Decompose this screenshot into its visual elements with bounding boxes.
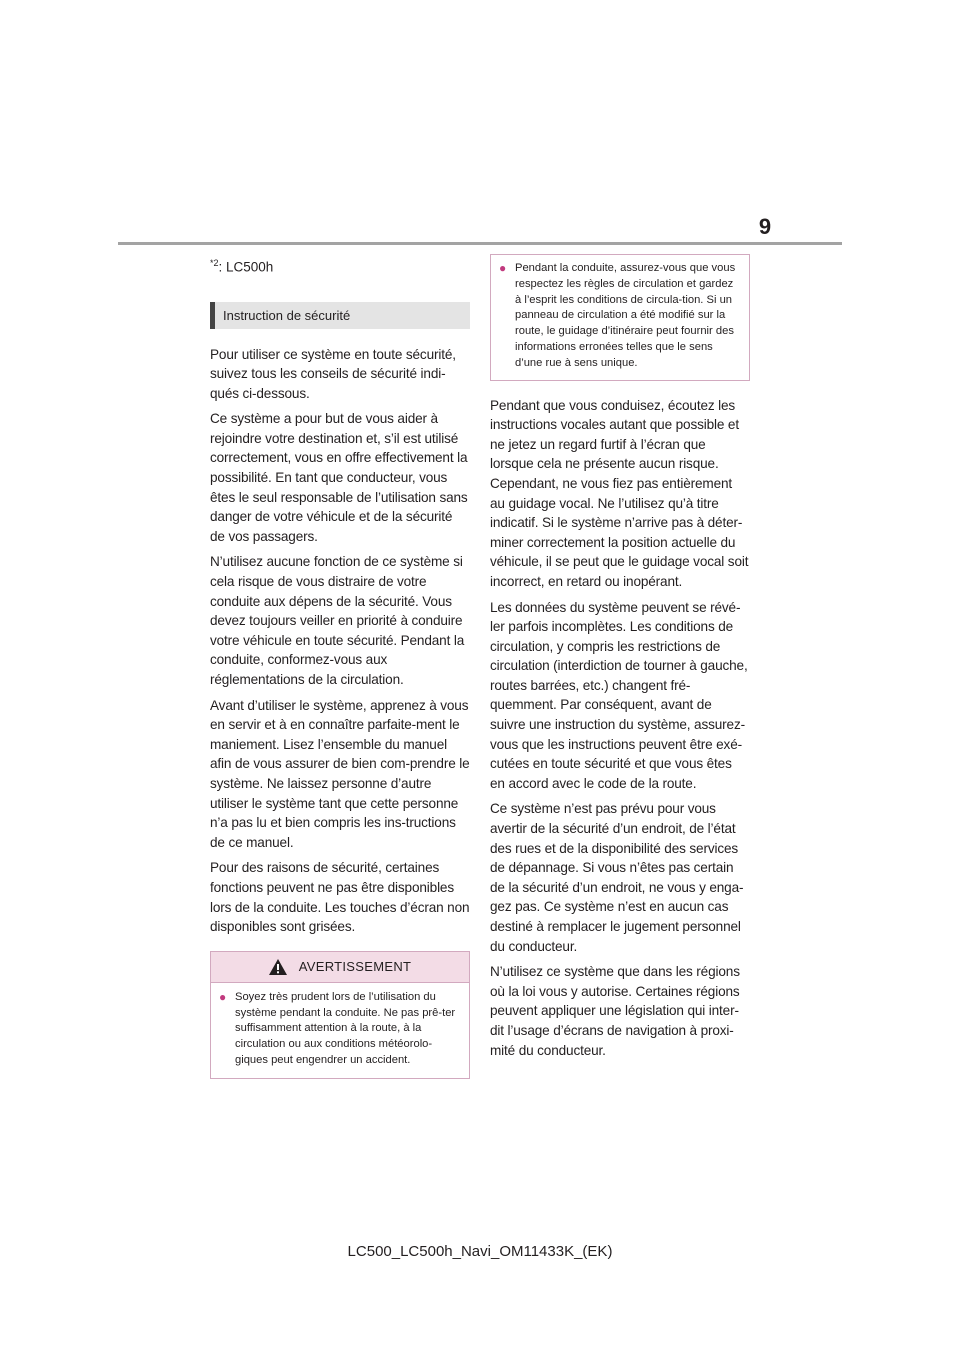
paragraph: Ce système a pour but de vous aider à rejoindre votre destination et, s’il est utilisé correctement, vous en offre effectivement la possibilité. En tant que conducteur, vous êtes le seul responsable de l’utilisation sans danger de votre véhicule et de la sécurité de vos passagers. (210, 411, 468, 544)
warning-title: AVERTISSEMENT (298, 959, 412, 975)
paragraph: N’utilisez aucune fonction de ce système si cela risque de vous distraire de votre conduite aux dépens de la sécurité. Vous devez toujours veiller en priorité à conduire votre véhicule en toute sécurité. Pendant la conduite, conformez-vous aux réglementations de la circulation. (210, 554, 465, 687)
paragraph: N’utilisez ce système que dans les régions où la loi vous y autorise. Certaines régions peuvent appliquer une législation qui inter-dit l’usage d’écrans de navigation à proxi-mité du conducteur. (490, 964, 740, 1058)
paragraph: Avant d’utiliser le système, apprenez à vous en servir et à en connaître parfaite-ment le maniement. Lisez l’ensemble du manuel afin de vous assurer de bien com-prendre le système. Ne laissez personne d’autre utiliser le système tant que cette personne n’a pas lu et bien compris les ins-tructions de ce manuel. (210, 697, 470, 850)
bullet-icon: ● (219, 989, 227, 1004)
warning-item (211, 983, 469, 1078)
paragraph: Pendant que vous conduisez, écoutez les instructions vocales autant que possible et ne jetez un regard furtif à l’écran que lorsque cela ne présente aucun risque. Cependant, ne vous fiez pas entièrement au guidage vocal. Ne l’utilisez qu’à titre indicatif. Si le système n’arrive pas à déter-miner correctement la position actuelle du véhicule, il se peut que le guidage vocal soit incorrect, en retard ou inopérant. (490, 397, 749, 589)
paragraph: Pour des raisons de sécurité, certaines fonctions peuvent ne pas être disponibles lors de la conduite. Les touches d’écran non disponibles sont grisées. (210, 860, 470, 935)
page-number: 9 (758, 214, 772, 239)
footnote-mark: *2 (210, 258, 219, 268)
paragraph: Pour utiliser ce système en toute sécurité, suivez tous les conseils de sécurité indi-qués ci-dessous. (210, 346, 456, 401)
header-rule (118, 242, 842, 245)
bullet-icon: ● (499, 261, 507, 275)
footnote (210, 254, 470, 277)
section-header: Instruction de sécurité (210, 302, 470, 329)
warning-text: Soyez très prudent lors de l’utilisation du système pendant la conduite. Ne pas prê-ter suffisamment attention à la route, à la circulation ou aux conditions météorolo-giques peut engendrer un accident. (235, 990, 456, 1066)
warning-box (210, 951, 470, 1079)
callout-text: Pendant la conduite, assurez-vous que vous respectez les règles de circulation et gardez à l’esprit les conditions de circula-tion. Si un panneau de circulation a été modifié sur la route, le guidage d’itinéraire peut fournir des informations erronées telles que le sens d’une rue à sens unique. (515, 262, 736, 369)
warning-triangle-icon (269, 959, 287, 975)
paragraph: Les données du système peuvent se révé-ler parfois incomplètes. Les conditions de circulation, y compris les restrictions de circulation (interdiction de tourner à gauche, routes barrées, etc.) changent fré-quemment. Par conséquent, avant de suivre une instruction du système, assurez-vous que les instructions peuvent être exé-cutées en toute sécurité et que vous êtes en accord avec le code de la route. (490, 599, 748, 791)
right-column (490, 254, 750, 1066)
caution-callout (490, 254, 750, 381)
left-column (210, 254, 470, 1079)
paragraph: Ce système n’est pas prévu pour vous avertir de la sécurité d’un endroit, de l’état des rues et de la disponibilité des services de dépannage. Si vous n’êtes pas certain de la sécurité d’un endroit, ne vous y enga-gez pas. Ce système n’est en aucun cas destiné à remplacer le jugement personnel du conducteur. (490, 801, 744, 954)
document-code-footer: LC500_LC500h_Navi_OM11433K_(EK) (347, 1243, 613, 1260)
warning-header (211, 952, 469, 983)
footnote-text: : LC500h (218, 259, 274, 275)
